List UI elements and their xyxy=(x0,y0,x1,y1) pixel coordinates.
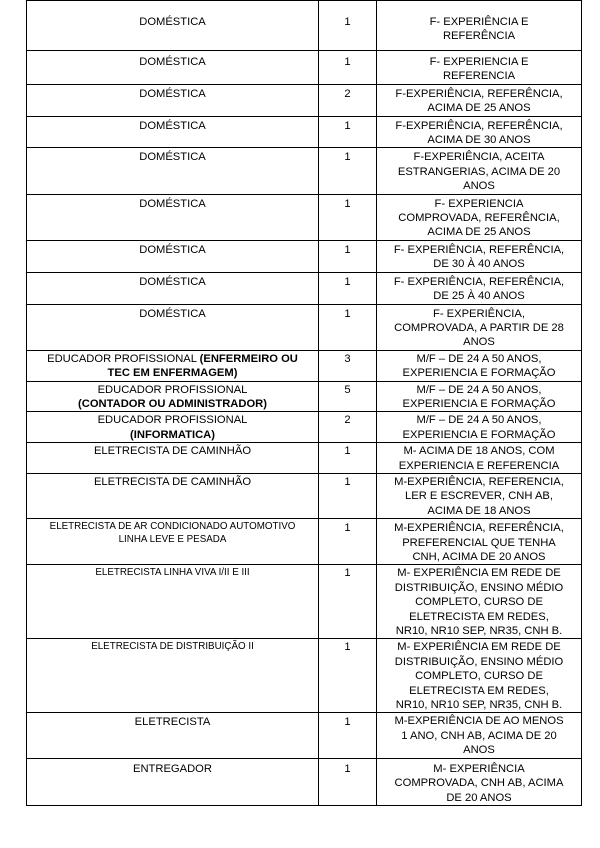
job-vacancies-table xyxy=(26,0,582,806)
table-row xyxy=(27,272,582,304)
vacancy-count: 1 xyxy=(319,713,377,758)
vacancy-count: 1 xyxy=(319,51,377,85)
requirements-cell: F- EXPERIÊNCIA E REFERÊNCIA xyxy=(377,1,582,51)
requirements-cell: M-EXPERIÊNCIA DE AO MENOS 1 ANO, CNH AB, ACIMA DE 20 ANOS xyxy=(377,713,582,758)
job-title: DOMÉSTICA xyxy=(139,119,206,132)
job-title: DOMÉSTICA xyxy=(139,151,206,164)
job-title-cell xyxy=(27,473,319,518)
vacancy-count: 1 xyxy=(319,443,377,474)
vacancy-count: 1 xyxy=(319,519,377,565)
vacancy-count: 1 xyxy=(319,1,377,51)
vacancy-count: 1 xyxy=(319,304,377,350)
requirements-cell: F-EXPERIÊNCIA, REFERÊNCIA, ACIMA DE 30 ANOS xyxy=(377,116,582,148)
job-title-cell xyxy=(27,639,319,713)
requirements-cell: M- EXPERIÊNCIA COMPROVADA, CNH AB, ACIMA DE 20 ANOS xyxy=(377,758,582,805)
job-title: ELETRECISTA LINHA VIVA I/II E III xyxy=(95,567,250,579)
table-row xyxy=(27,519,582,565)
job-title-cell xyxy=(27,51,319,85)
requirements-cell: F-EXPERIÊNCIA, ACEITA ESTRANGERIAS, ACIMA DE 20 ANOS xyxy=(377,148,582,194)
job-title-cell xyxy=(27,194,319,240)
job-title-cell xyxy=(27,758,319,805)
requirements-cell: F- EXPERIENCIA COMPROVADA, REFERÊNCIA, ACIMA DE 25 ANOS xyxy=(377,194,582,240)
job-title: ELETRECISTA DE AR CONDICIONADO AUTOMOTIVO LINHA LEVE E PESADA xyxy=(49,521,296,545)
job-title-cell xyxy=(27,350,319,381)
job-title-cell xyxy=(27,519,319,565)
table-row xyxy=(27,639,582,713)
table-body xyxy=(27,1,582,806)
job-title: DOMÉSTICA xyxy=(139,197,206,210)
vacancy-count: 2 xyxy=(319,84,377,116)
vacancy-count: 1 xyxy=(319,148,377,194)
table-row xyxy=(27,1,582,51)
table-row xyxy=(27,473,582,518)
job-title: DOMÉSTICA xyxy=(139,275,206,288)
job-title-cell xyxy=(27,412,319,443)
table-row xyxy=(27,565,582,639)
job-title-cell xyxy=(27,565,319,639)
requirements-cell: M- ACIMA DE 18 ANOS, COM EXPERIENCIA E REFERENCIA xyxy=(377,443,582,474)
vacancy-count: 1 xyxy=(319,240,377,272)
requirements-cell: M/F – DE 24 A 50 ANOS, EXPERIENCIA E FORMAÇÃO xyxy=(377,381,582,412)
job-title: EDUCADOR PROFISSIONAL xyxy=(97,383,248,396)
requirements-cell: F-EXPERIÊNCIA, REFERÊNCIA, ACIMA DE 25 ANOS xyxy=(377,84,582,116)
job-title: DOMÉSTICA xyxy=(139,243,206,256)
vacancy-count: 2 xyxy=(319,412,377,443)
job-title: EDUCADOR PROFISSIONAL xyxy=(97,414,248,427)
job-title-cell xyxy=(27,84,319,116)
job-title: ELETRECISTA DE CAMINHÃO xyxy=(93,475,252,488)
job-title: EDUCADOR PROFISSIONAL xyxy=(47,352,200,365)
job-title: ELETRECISTA xyxy=(134,716,211,729)
job-title-cell xyxy=(27,116,319,148)
table-row xyxy=(27,84,582,116)
requirements-cell: F- EXPERIÊNCIA, REFERÊNCIA, DE 25 À 40 ANOS xyxy=(377,272,582,304)
requirements-cell: M- EXPERIÊNCIA EM REDE DE DISTRIBUIÇÃO, ENSINO MÉDIO COMPLETO, CURSO DE ELETRECISTA EM REDES, NR10, NR10 SEP, NR35, CNH B. xyxy=(377,565,582,639)
job-title-cell xyxy=(27,713,319,758)
job-title: DOMÉSTICA xyxy=(139,307,206,320)
requirements-cell: M-EXPERIÊNCIA, REFERÊNCIA, PREFERENCIAL QUE TENHA CNH, ACIMA DE 20 ANOS xyxy=(377,519,582,565)
table-row xyxy=(27,194,582,240)
job-title: ELETRECISTA DE DISTRIBUIÇÃO II xyxy=(91,641,254,653)
table-row xyxy=(27,412,582,443)
table-row xyxy=(27,713,582,758)
table-row xyxy=(27,51,582,85)
job-title: DOMÉSTICA xyxy=(139,16,206,28)
vacancy-count: 1 xyxy=(319,194,377,240)
vacancy-count: 5 xyxy=(319,381,377,412)
requirements-cell: F- EXPERIÊNCIA, REFERÊNCIA, DE 30 À 40 ANOS xyxy=(377,240,582,272)
job-title: DOMÉSTICA xyxy=(139,56,206,68)
vacancy-count: 1 xyxy=(319,473,377,518)
table-row xyxy=(27,116,582,148)
requirements-cell: M/F – DE 24 A 50 ANOS, EXPERIENCIA E FORMAÇÃO xyxy=(377,350,582,381)
requirements-cell: F- EXPERIÊNCIA, COMPROVADA, A PARTIR DE 28 ANOS xyxy=(377,304,582,350)
table-row xyxy=(27,304,582,350)
job-title-specialty: (INFORMATICA) xyxy=(130,428,215,441)
table-row xyxy=(27,381,582,412)
job-title-cell xyxy=(27,240,319,272)
job-title-specialty: TEC EM ENFERMAGEM) xyxy=(107,367,238,380)
vacancy-count: 1 xyxy=(319,565,377,639)
job-title-cell xyxy=(27,304,319,350)
job-title-cell xyxy=(27,443,319,474)
vacancy-count: 1 xyxy=(319,639,377,713)
table-row xyxy=(27,758,582,805)
vacancy-count: 1 xyxy=(319,758,377,805)
table-row xyxy=(27,240,582,272)
job-title: ENTREGADOR xyxy=(133,762,212,775)
vacancy-count: 1 xyxy=(319,272,377,304)
job-title-specialty: (ENFERMEIRO OU xyxy=(199,352,298,365)
job-title: DOMÉSTICA xyxy=(139,87,206,100)
job-title: ELETRECISTA DE CAMINHÃO xyxy=(93,445,252,458)
vacancy-count: 3 xyxy=(319,350,377,381)
job-title-cell xyxy=(27,272,319,304)
table-row xyxy=(27,148,582,194)
requirements-cell: M-EXPERIÊNCIA, REFERENCIA, LER E ESCREVER, CNH AB, ACIMA DE 18 ANOS xyxy=(377,473,582,518)
table-row xyxy=(27,443,582,474)
job-title-cell xyxy=(27,381,319,412)
requirements-cell: M/F – DE 24 A 50 ANOS, EXPERIENCIA E FORMAÇÃO xyxy=(377,412,582,443)
job-title-specialty: (CONTADOR OU ADMINISTRADOR) xyxy=(78,397,267,410)
job-title-cell xyxy=(27,1,319,51)
table-row xyxy=(27,350,582,381)
job-title-cell xyxy=(27,148,319,194)
vacancy-count: 1 xyxy=(319,116,377,148)
requirements-cell: M- EXPERIÊNCIA EM REDE DE DISTRIBUIÇÃO, ENSINO MÉDIO COMPLETO, CURSO DE ELETRECISTA EM REDES, NR10, NR10 SEP, NR35, CNH B. xyxy=(377,639,582,713)
requirements-cell: F- EXPERIENCIA E REFERENCIA xyxy=(377,51,582,85)
